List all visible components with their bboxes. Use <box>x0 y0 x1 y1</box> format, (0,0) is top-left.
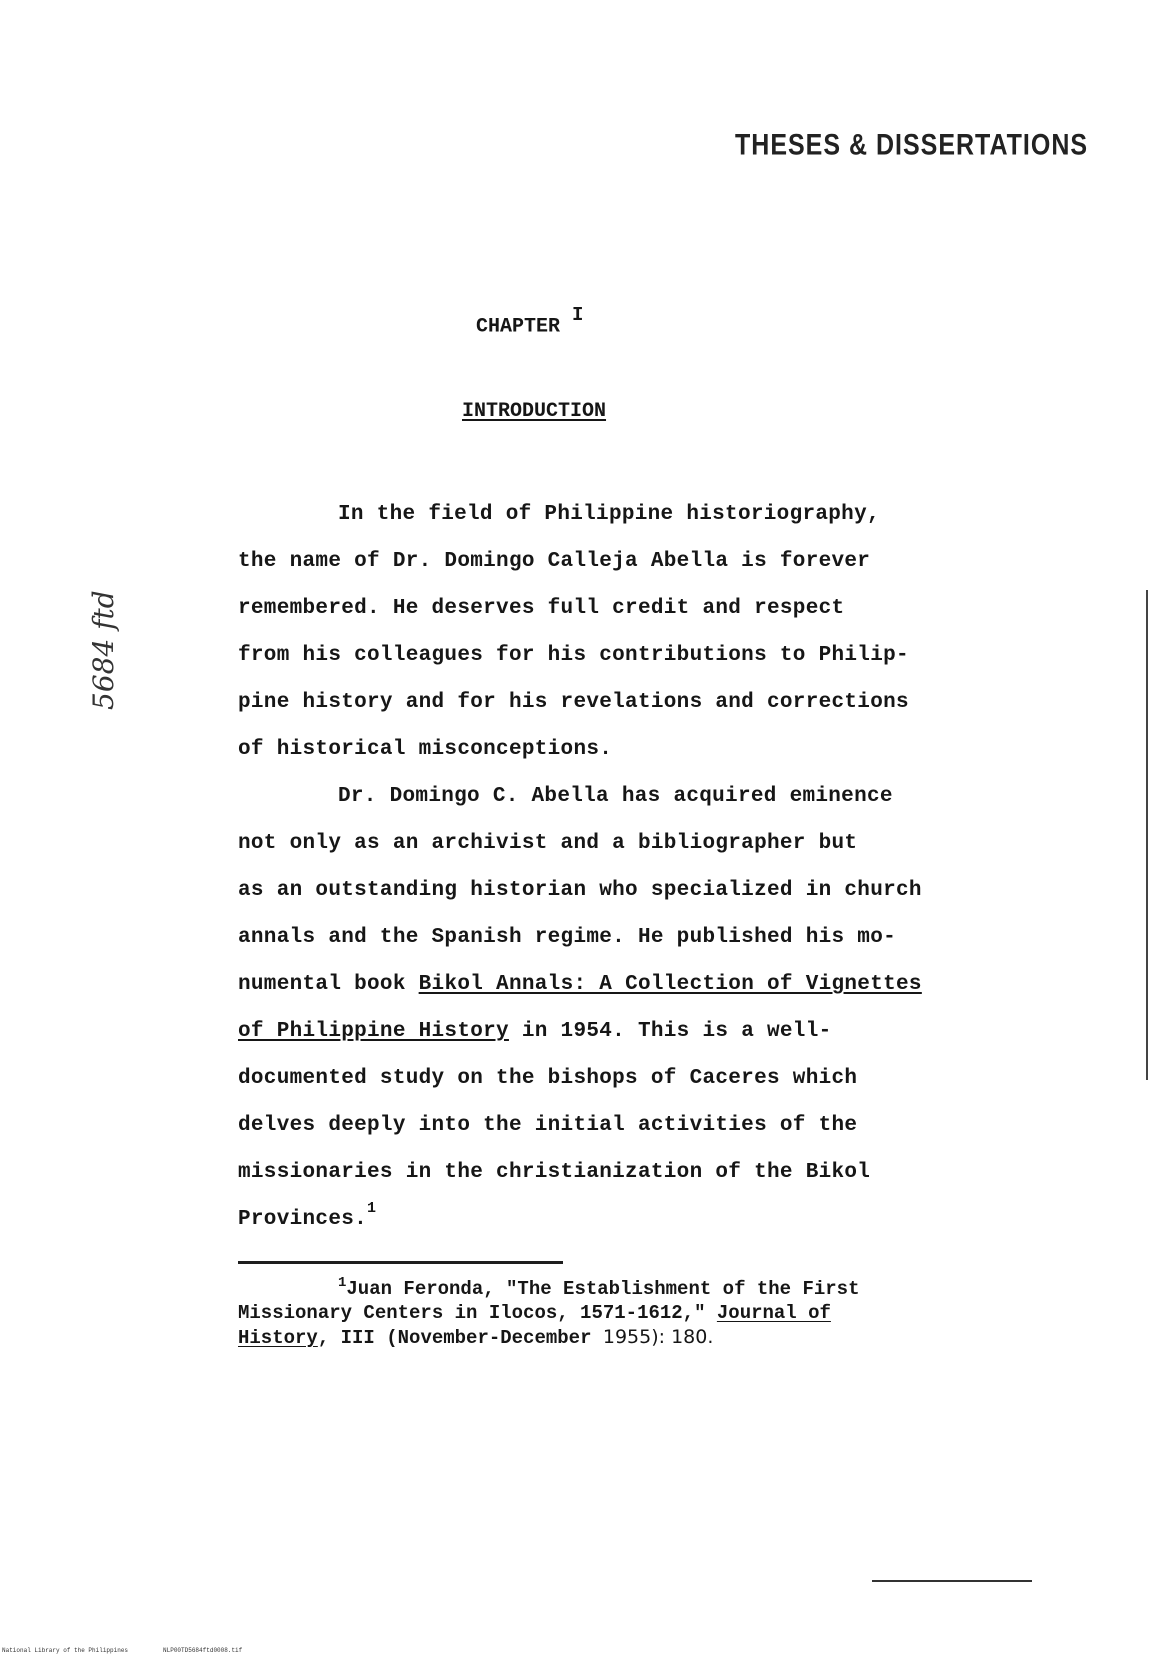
scan-edge-line <box>1146 590 1148 1080</box>
body-line: as an outstanding historian who specialized in church <box>238 879 922 902</box>
body-text-run: in 1954. This is a well- <box>508 1020 832 1043</box>
footnote-line <box>238 1325 1018 1349</box>
chapter-numeral: I <box>572 304 584 326</box>
footnote-text-run: , III (November-December <box>317 1327 603 1349</box>
footnote-text-run: Juan Feronda, "The Establishment of the First <box>346 1278 860 1300</box>
footnote-typed-correction: 1955): 180. <box>602 1326 714 1348</box>
chapter-title <box>476 304 584 339</box>
footnote-text-run: Missionary Centers in Ilocos, 1571-1612," <box>238 1302 717 1324</box>
footnote-reference: 1 <box>367 1200 377 1217</box>
library-credit: National Library of the Philippines <box>2 1647 129 1654</box>
body-text-run: Provinces. <box>238 1208 368 1231</box>
body-line: Dr. Domingo C. Abella has acquired eminence <box>338 785 893 808</box>
section-heading: INTRODUCTION <box>462 400 607 423</box>
body-line: delves deeply into the initial activities of the <box>238 1114 858 1137</box>
body-line: the name of Dr. Domingo Calleja Abella is forever <box>238 550 871 573</box>
footnote-line <box>238 1277 1018 1301</box>
body-line: remembered. He deserves full credit and respect <box>238 597 845 620</box>
body-line: In the field of Philippine historiography, <box>338 503 880 526</box>
body-line: annals and the Spanish regime. He published his mo- <box>238 926 897 949</box>
footnote <box>238 1277 1018 1349</box>
footnote-marker: 1 <box>338 1275 347 1291</box>
book-title: Bikol Annals: A Collection of Vignettes <box>418 973 922 996</box>
body-line <box>238 1008 1018 1055</box>
bottom-rule <box>872 1580 1032 1582</box>
journal-title: Journal of <box>716 1302 831 1324</box>
footnote-separator <box>238 1261 563 1264</box>
scan-footer <box>2 1647 277 1654</box>
body-text-run: numental book <box>238 973 419 996</box>
body-line <box>238 1196 1018 1243</box>
footnote-line <box>238 1301 1018 1325</box>
body-line: from his colleagues for his contributions to Philip- <box>238 644 909 667</box>
body-line <box>238 961 1018 1008</box>
book-title: of Philippine History <box>238 1020 509 1043</box>
chapter-label: CHAPTER <box>476 315 561 339</box>
file-name: NLP00TD5684ftd0008.tif <box>163 1647 243 1654</box>
body-line: documented study on the bishops of Caceres which <box>238 1067 858 1090</box>
body-line: missionaries in the christianization of the Bikol <box>238 1161 871 1184</box>
body-text <box>238 491 1018 1243</box>
body-line: not only as an archivist and a bibliographer but <box>238 832 858 855</box>
journal-title: History <box>238 1327 318 1349</box>
theses-dissertations-stamp: THESES & DISSERTATIONS <box>735 128 1089 162</box>
body-line: pine history and for his revelations and corrections <box>238 691 909 714</box>
handwritten-margin-note: 5684 ftd <box>87 590 120 710</box>
body-line: of historical misconceptions. <box>238 738 613 761</box>
